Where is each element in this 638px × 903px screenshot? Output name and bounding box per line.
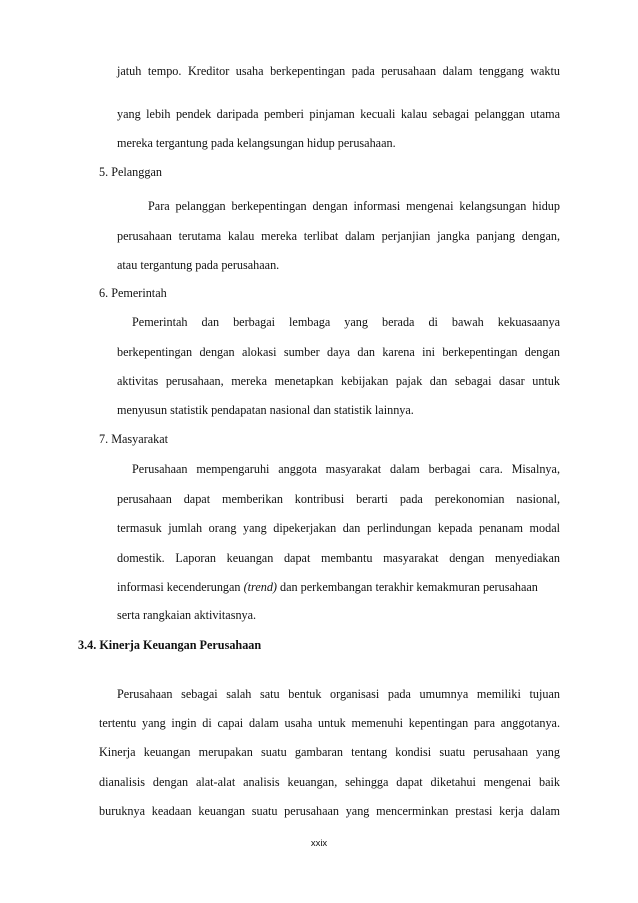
page-number: xxix: [310, 838, 328, 849]
intro-line-1: jatuh tempo. Kreditor usaha berkepentingan pada perusahaan dalam tenggang waktu: [117, 64, 560, 78]
section-line-3: Kinerja keuangan merupakan suatu gambaran tentang kondisi suatu perusahaan yang: [99, 745, 560, 759]
masyarakat-line-1: Perusahaan mempengaruhi anggota masyarakat dalam berbagai cara. Misalnya,: [132, 462, 560, 476]
pelanggan-line-2: perusahaan terutama kalau mereka terlibat dalam perjanjian jangka panjang dengan,: [117, 229, 560, 243]
masyarakat-line-5: [117, 580, 538, 594]
pemerintah-line-2: berkepentingan dengan alokasi sumber daya dan karena ini berkepentingan dengan: [117, 345, 560, 359]
section-heading: 3.4. Kinerja Keuangan Perusahaan: [78, 638, 262, 652]
pemerintah-line-1: Pemerintah dan berbagai lembaga yang berada di bawah kekuasaanya: [132, 315, 560, 329]
section-line-2: tertentu yang ingin di capai dalam usaha untuk memenuhi kepentingan para anggotanya.: [99, 716, 560, 730]
masyarakat-line-3: termasuk jumlah orang yang dipekerjakan dan perlindungan kepada penanam modal: [117, 521, 560, 535]
masyarakat-line-4: domestik. Laporan keuangan dapat membantu masyarakat dengan menyediakan: [117, 551, 560, 565]
section-line-5: buruknya keadaan keuangan suatu perusahaan yang mencerminkan prestasi kerja dalam: [99, 804, 560, 818]
pemerintah-line-3: aktivitas perusahaan, mereka menetapkan kebijakan pajak dan sebagai dasar untuk: [117, 374, 560, 388]
section-line-4: dianalisis dengan alat-alat analisis keuangan, sehingga dapat diketahui mengenai baik: [99, 775, 560, 789]
trend-term: (trend): [243, 580, 277, 594]
trend-line-after: dan perkembangan terakhir kemakmuran perusahaan: [276, 580, 538, 594]
pemerintah-line-4: menyusun statistik pendapatan nasional dan statistik lainnya.: [117, 403, 414, 417]
section-line-1: Perusahaan sebagai salah satu bentuk organisasi pada umumnya memiliki tujuan: [117, 687, 560, 701]
pelanggan-line-1: Para pelanggan berkepentingan dengan informasi mengenai kelangsungan hidup: [148, 199, 560, 213]
masyarakat-line-6: serta rangkaian aktivitasnya.: [117, 608, 257, 622]
item-heading-pelanggan: 5. Pelanggan: [99, 165, 162, 179]
intro-line-3: mereka tergantung pada kelangsungan hidup perusahaan.: [117, 136, 396, 150]
masyarakat-line-2: perusahaan dapat memberikan kontribusi berarti pada perekonomian nasional,: [117, 492, 560, 506]
item-heading-pemerintah: 6. Pemerintah: [99, 286, 167, 300]
item-heading-masyarakat: 7. Masyarakat: [99, 432, 169, 446]
pelanggan-line-3: atau tergantung pada perusahaan.: [117, 258, 280, 272]
intro-line-2: yang lebih pendek daripada pemberi pinjaman kecuali kalau sebagai pelanggan utama: [117, 107, 560, 121]
trend-line-before: informasi kecenderungan: [117, 580, 244, 594]
